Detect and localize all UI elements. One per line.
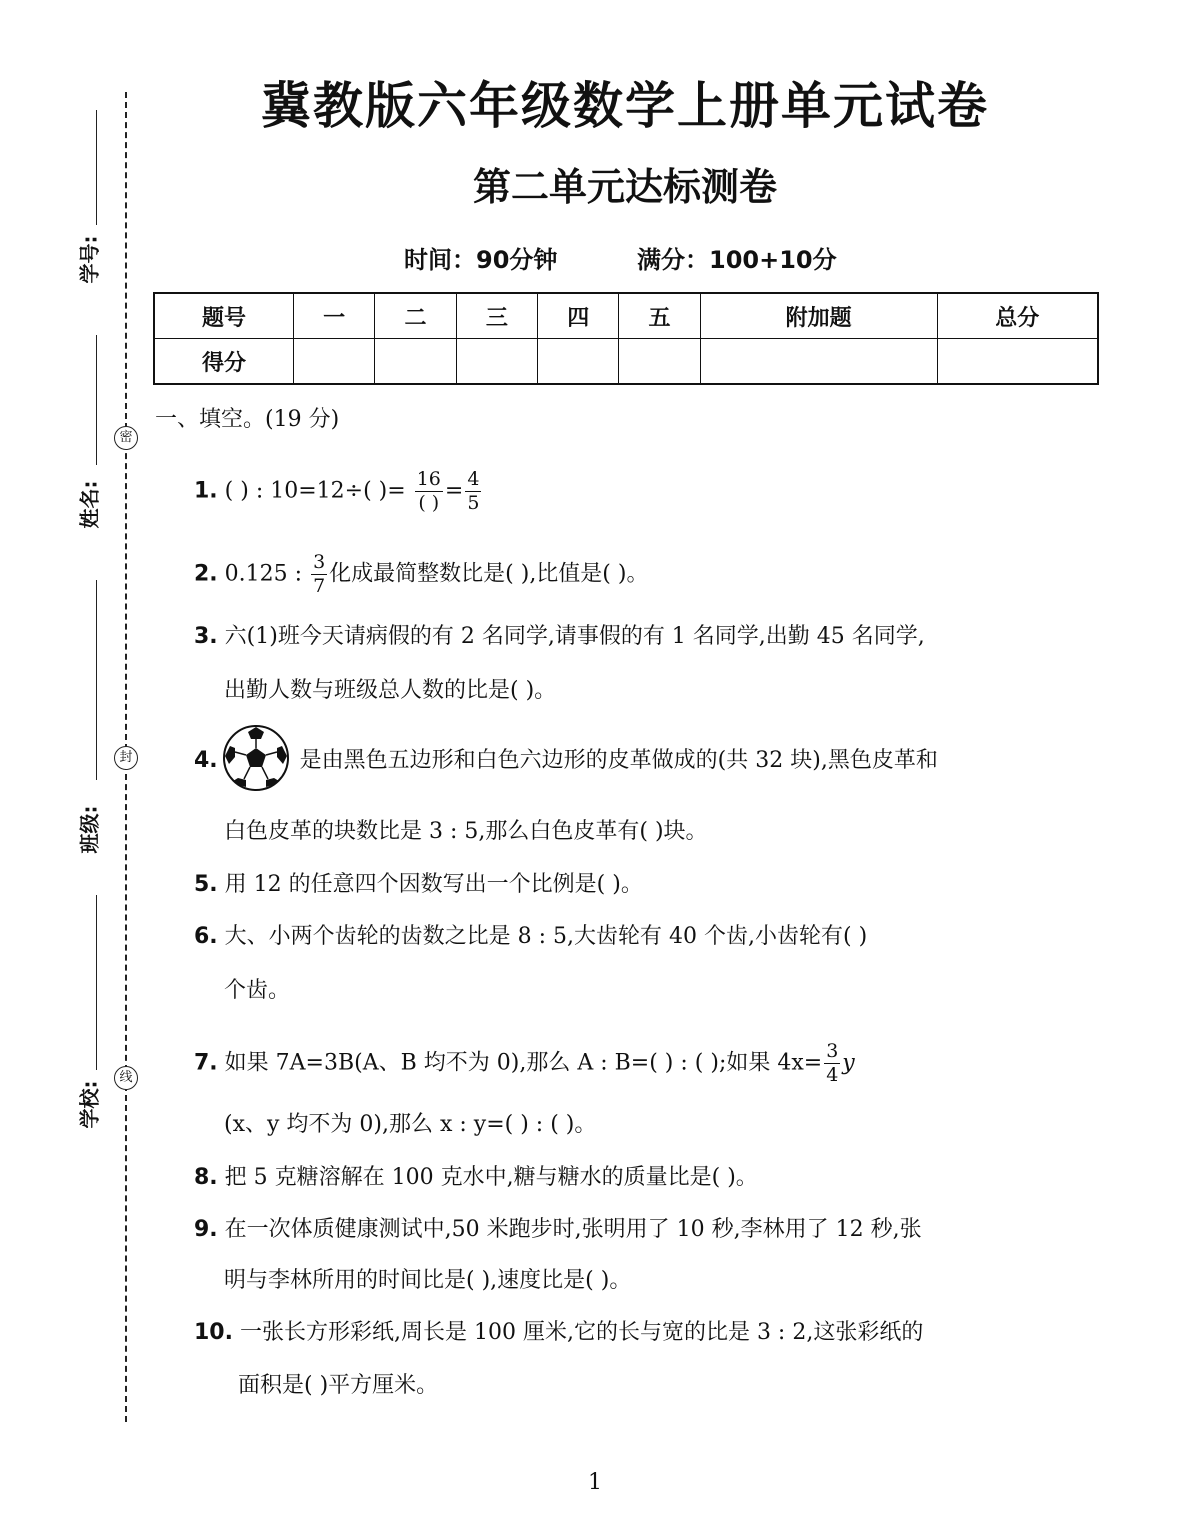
question-text: 用 12 的任意四个因数写出一个比例是( )。 bbox=[224, 872, 643, 897]
question-text: 一张长方形彩纸,周长是 100 厘米,它的长与宽的比是 3 : 2,这张彩纸的 bbox=[239, 1320, 924, 1345]
score-input-4[interactable] bbox=[538, 339, 619, 385]
cell-part-2: 二 bbox=[375, 293, 456, 339]
question-8 bbox=[194, 1163, 758, 1193]
question-4 bbox=[194, 746, 938, 776]
question-number: 7. bbox=[194, 1050, 218, 1076]
score-input-1[interactable] bbox=[294, 339, 375, 385]
numerator: 3 bbox=[313, 551, 326, 573]
score-input-5[interactable] bbox=[619, 339, 700, 385]
score-input-2[interactable] bbox=[375, 339, 456, 385]
fraction bbox=[415, 470, 443, 513]
fraction bbox=[824, 1042, 840, 1085]
question-number: 4. bbox=[194, 748, 218, 773]
denominator: ( ) bbox=[418, 492, 440, 514]
class-label: 班级: bbox=[77, 805, 102, 854]
student-id-field[interactable] bbox=[96, 110, 97, 225]
question-3 bbox=[194, 622, 925, 652]
question-text: 大、小两个齿轮的齿数之比是 8 : 5,大齿轮有 40 个齿,小齿轮有( ) bbox=[224, 924, 868, 949]
page-subtitle: 第二单元达标测卷 bbox=[472, 165, 777, 209]
question-5 bbox=[194, 870, 643, 900]
binding-mark-seal: 密 bbox=[114, 426, 138, 450]
cell-score-label: 得分 bbox=[154, 339, 294, 385]
question-10 bbox=[194, 1318, 923, 1348]
school-field[interactable] bbox=[96, 895, 97, 1070]
equals-sign: = bbox=[444, 478, 464, 504]
cell-part-1: 一 bbox=[294, 293, 375, 339]
question-number: 6. bbox=[194, 924, 218, 949]
cell-total: 总分 bbox=[937, 293, 1098, 339]
question-number: 1. bbox=[194, 478, 218, 504]
score-table bbox=[153, 292, 1099, 385]
question-6-line-2: 个齿。 bbox=[224, 978, 291, 1003]
question-3-line-2: 出勤人数与班级总人数的比是( )。 bbox=[224, 678, 557, 703]
question-text: ( ) : 10=12÷( )= bbox=[224, 478, 406, 504]
page-number: 1 bbox=[588, 1470, 602, 1495]
question-text-cont: 化成最简整数比是( ),比值是( )。 bbox=[329, 561, 649, 587]
soccer-ball-icon bbox=[222, 724, 290, 792]
cell-part-5: 五 bbox=[619, 293, 700, 339]
section-1-heading: 一、填空。(19 分) bbox=[155, 407, 340, 432]
school-label: 学校: bbox=[77, 1080, 102, 1129]
question-2 bbox=[194, 553, 648, 596]
question-text: 把 5 克糖溶解在 100 克水中,糖与糖水的质量比是( )。 bbox=[224, 1165, 758, 1190]
question-text: 在一次体质健康测试中,50 米跑步时,张明用了 10 秒,李林用了 12 秒,张 bbox=[224, 1217, 922, 1242]
binding-mark-fold: 封 bbox=[114, 746, 138, 770]
name-field[interactable] bbox=[96, 335, 97, 465]
question-7 bbox=[194, 1042, 855, 1085]
numerator: 3 bbox=[826, 1040, 839, 1062]
question-4-line-2: 白色皮革的块数比是 3 : 5,那么白色皮革有( )块。 bbox=[224, 819, 708, 844]
question-9 bbox=[194, 1215, 922, 1245]
question-number: 10. bbox=[194, 1320, 233, 1345]
denominator: 7 bbox=[313, 575, 326, 597]
score-table-header-row bbox=[154, 293, 1098, 339]
denominator: 5 bbox=[467, 492, 480, 514]
question-text: 是由黑色五边形和白色六边形的皮革做成的(共 32 块),黑色皮革和 bbox=[299, 748, 938, 773]
question-number: 5. bbox=[194, 872, 218, 897]
question-number: 8. bbox=[194, 1165, 218, 1190]
question-number: 9. bbox=[194, 1217, 218, 1242]
question-6 bbox=[194, 922, 867, 952]
class-field[interactable] bbox=[96, 580, 97, 780]
cell-question-number: 题号 bbox=[154, 293, 294, 339]
question-9-line-2: 明与李林所用的时间比是( ),速度比是( )。 bbox=[224, 1268, 632, 1293]
question-text: 如果 7A=3B(A、B 均不为 0),那么 A : B=( ) : ( );如果 4x= bbox=[224, 1050, 823, 1076]
question-1 bbox=[194, 470, 483, 513]
exam-time: 时间：90分钟 bbox=[404, 246, 558, 274]
name-label: 姓名: bbox=[77, 480, 102, 529]
cell-bonus: 附加题 bbox=[700, 293, 937, 339]
question-10-line-2: 面积是( )平方厘米。 bbox=[238, 1373, 439, 1398]
question-number: 3. bbox=[194, 624, 218, 649]
score-input-3[interactable] bbox=[456, 339, 537, 385]
exam-full-score: 满分：100+10分 bbox=[637, 246, 837, 274]
score-input-total[interactable] bbox=[937, 339, 1098, 385]
denominator: 4 bbox=[826, 1064, 839, 1086]
binding-mark-line: 线 bbox=[114, 1066, 138, 1090]
score-table-score-row bbox=[154, 339, 1098, 385]
question-text-cont: y bbox=[842, 1050, 855, 1076]
question-7-line-2: (x、y 均不为 0),那么 x : y=( ) : ( )。 bbox=[224, 1112, 597, 1137]
numerator: 4 bbox=[467, 468, 480, 490]
cell-part-4: 四 bbox=[538, 293, 619, 339]
question-number: 2. bbox=[194, 561, 218, 587]
page-title: 冀教版六年级数学上册单元试卷 bbox=[261, 77, 989, 135]
numerator: 16 bbox=[416, 468, 441, 490]
fraction bbox=[465, 470, 481, 513]
question-text: 0.125 : bbox=[224, 561, 310, 587]
question-text: 六(1)班今天请病假的有 2 名同学,请事假的有 1 名同学,出勤 45 名同学, bbox=[224, 624, 925, 649]
score-input-bonus[interactable] bbox=[700, 339, 937, 385]
fraction bbox=[311, 553, 327, 596]
student-id-label: 学号: bbox=[77, 235, 102, 284]
cell-part-3: 三 bbox=[456, 293, 537, 339]
